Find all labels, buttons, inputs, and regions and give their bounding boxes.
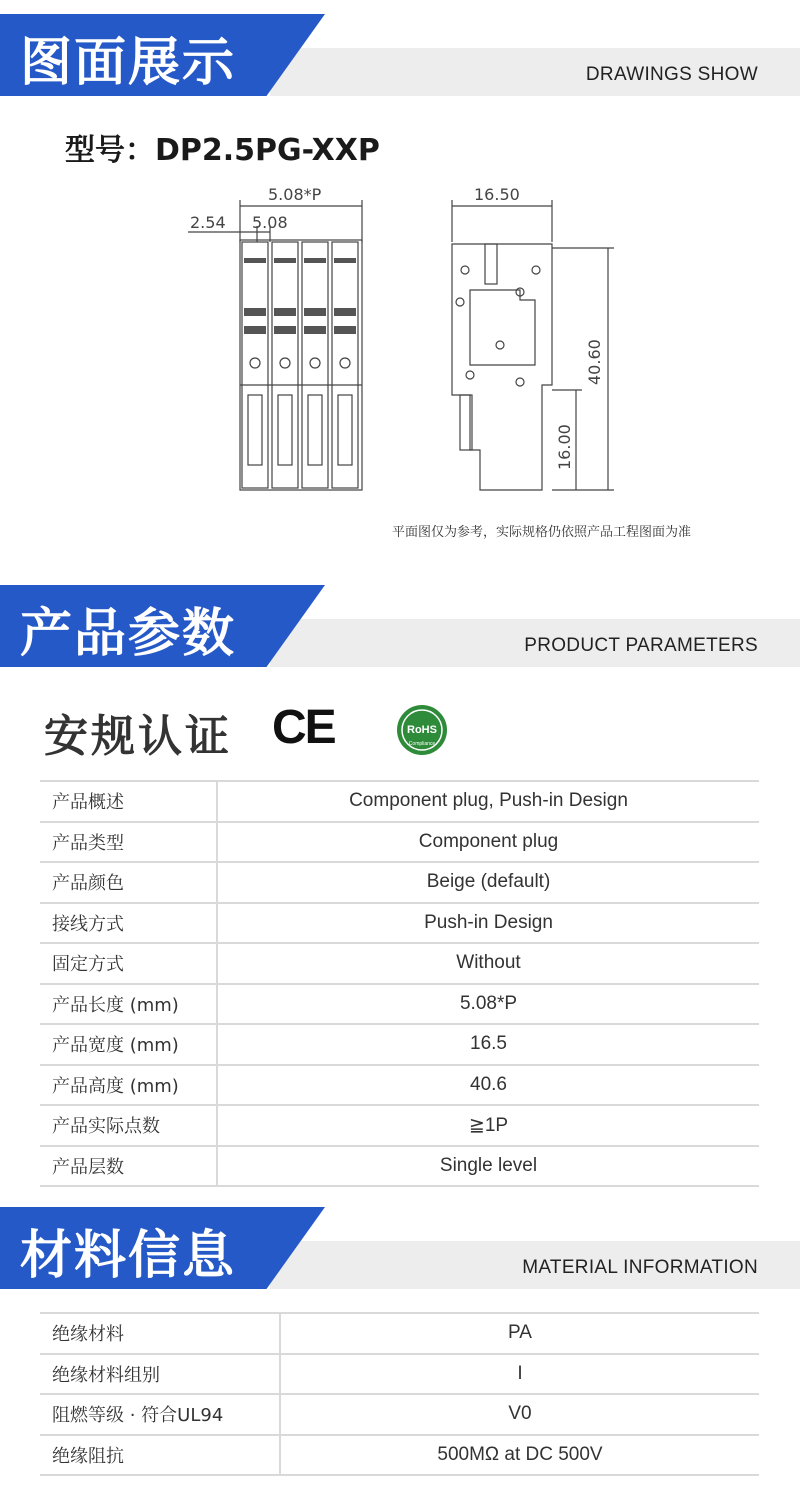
- material-information-table: [40, 1312, 759, 1476]
- certification-title: 安规认证: [44, 711, 232, 762]
- model-number: 型号：DP2.5PG-XXP: [65, 133, 380, 168]
- svg-text:Compliance: Compliance: [408, 741, 436, 747]
- table-row: [40, 903, 759, 944]
- row-value: 16.5: [217, 1024, 759, 1065]
- table-row: [40, 1105, 759, 1146]
- row-label: 接线方式: [40, 903, 217, 944]
- table-row: [40, 781, 759, 822]
- row-value: ≧1P: [217, 1105, 759, 1146]
- drawing-note: 平面图仅为参考，实际规格仍依照产品工程图面为准: [392, 525, 692, 540]
- table-row: [40, 862, 759, 903]
- banner-title-en: MATERIAL INFORMATION: [522, 1257, 758, 1278]
- row-label: 产品长度 (mm): [40, 984, 217, 1025]
- banner-title-cn: 材料信息: [20, 1226, 237, 1286]
- dim-lower: 16.00: [555, 424, 574, 470]
- row-value: Component plug, Push-in Design: [217, 781, 759, 822]
- row-label: 产品宽度 (mm): [40, 1024, 217, 1065]
- technical-drawing: [180, 180, 620, 500]
- row-label: 产品实际点数: [40, 1105, 217, 1146]
- dim-pitch: 5.08: [252, 213, 288, 232]
- row-label: 绝缘材料: [40, 1313, 280, 1354]
- table-row: [40, 1024, 759, 1065]
- row-label: 固定方式: [40, 943, 217, 984]
- banner-title-cn: 图面展示: [20, 33, 237, 93]
- row-value: Push-in Design: [217, 903, 759, 944]
- banner-title-en: PRODUCT PARAMETERS: [524, 635, 758, 656]
- dim-offset: 2.54: [190, 213, 226, 232]
- product-parameters-table: [40, 780, 759, 1187]
- section-banner-drawings: [0, 14, 800, 96]
- row-value: Beige (default): [217, 862, 759, 903]
- table-row: [40, 943, 759, 984]
- rohs-badge-icon: [396, 704, 448, 756]
- table-row: [40, 1354, 759, 1395]
- table-row: [40, 822, 759, 863]
- banner-title-cn: 产品参数: [20, 604, 237, 664]
- row-value: Without: [217, 943, 759, 984]
- dim-pitch-total: 5.08*P: [268, 185, 322, 204]
- table-row: [40, 1435, 759, 1476]
- table-row: [40, 1146, 759, 1187]
- row-value: 500MΩ at DC 500V: [280, 1435, 759, 1476]
- row-value: 5.08*P: [217, 984, 759, 1025]
- banner-title-en: DRAWINGS SHOW: [585, 64, 758, 85]
- row-label: 绝缘阻抗: [40, 1435, 280, 1476]
- row-value: 40.6: [217, 1065, 759, 1106]
- row-label: 绝缘材料组别: [40, 1354, 280, 1395]
- row-label: 产品颜色: [40, 862, 217, 903]
- dim-width: 16.50: [474, 185, 520, 204]
- row-value: PA: [280, 1313, 759, 1354]
- section-banner-params: [0, 585, 800, 667]
- row-label: 产品高度 (mm): [40, 1065, 217, 1106]
- table-row: [40, 1394, 759, 1435]
- ce-mark-icon: CE: [272, 701, 335, 754]
- row-label: 产品类型: [40, 822, 217, 863]
- row-value: Single level: [217, 1146, 759, 1187]
- row-value: Component plug: [217, 822, 759, 863]
- row-value: V0: [280, 1394, 759, 1435]
- row-value: I: [280, 1354, 759, 1395]
- table-row: [40, 1065, 759, 1106]
- dim-height: 40.60: [585, 339, 604, 385]
- row-label: 产品层数: [40, 1146, 217, 1187]
- table-row: [40, 984, 759, 1025]
- row-label: 阻燃等级 · 符合UL94: [40, 1394, 280, 1435]
- table-row: [40, 1313, 759, 1354]
- svg-text:RoHS: RoHS: [407, 724, 437, 736]
- row-label: 产品概述: [40, 781, 217, 822]
- section-banner-material: [0, 1207, 800, 1289]
